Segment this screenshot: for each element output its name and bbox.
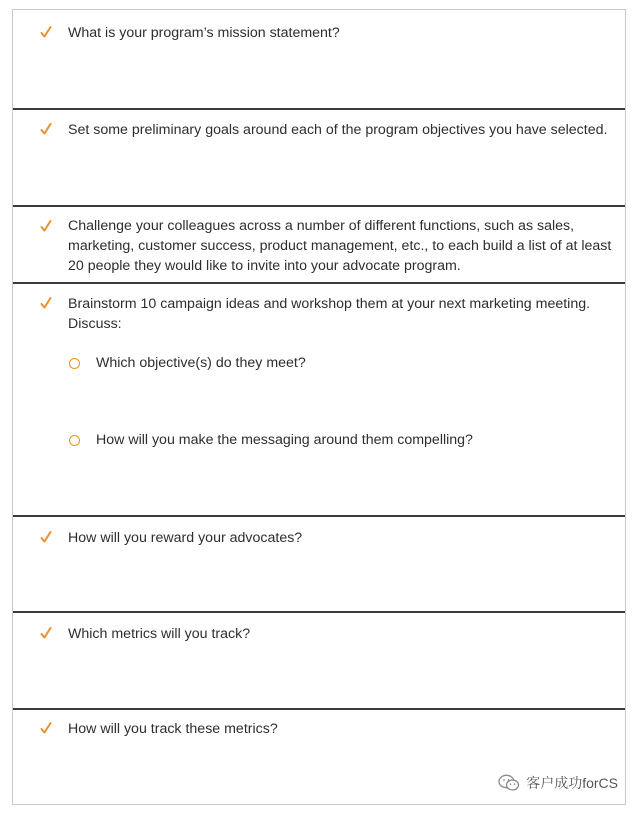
check-icon: [40, 122, 52, 136]
checklist-item-text: Set some preliminary goals around each of the program objectives you have selected.: [68, 122, 608, 138]
checklist-item: [13, 613, 625, 708]
check-icon: [40, 721, 52, 735]
checklist-item-text: What is your program’s mission statement?: [68, 25, 340, 41]
check-icon: [40, 626, 52, 640]
checklist-item: [13, 284, 625, 514]
check-icon: [40, 219, 52, 233]
checklist-sheet: [12, 9, 626, 805]
watermark-text: 客户成功forCS: [526, 775, 618, 791]
checklist-item-text: How will you track these metrics?: [68, 721, 278, 737]
checklist-item-text: Challenge your colleagues across a number of different functions, such as sales, marketing, customer success, product management, etc., to each build a list of at least 20 people they would like to invite into your advocate program.: [68, 218, 612, 274]
checklist-item: [13, 110, 625, 204]
sub-item-text: How will you make the messaging around them compelling?: [96, 432, 473, 448]
circle-icon: [69, 435, 80, 446]
check-icon: [40, 25, 52, 39]
check-icon: [40, 530, 52, 544]
sub-item-text: Which objective(s) do they meet?: [96, 355, 306, 371]
circle-icon: [69, 358, 80, 369]
wechat-icon: [498, 774, 520, 792]
check-icon: [40, 296, 52, 310]
checklist-item: [13, 517, 625, 611]
checklist-item-text: How will you reward your advocates?: [68, 530, 303, 546]
watermark: [498, 773, 618, 793]
checklist-item: [13, 207, 625, 282]
checklist-item-text: Brainstorm 10 campaign ideas and workshop them at your next marketing meeting. Discuss:: [68, 296, 591, 332]
checklist-item: [13, 10, 625, 108]
checklist-item-text: Which metrics will you track?: [68, 626, 251, 642]
